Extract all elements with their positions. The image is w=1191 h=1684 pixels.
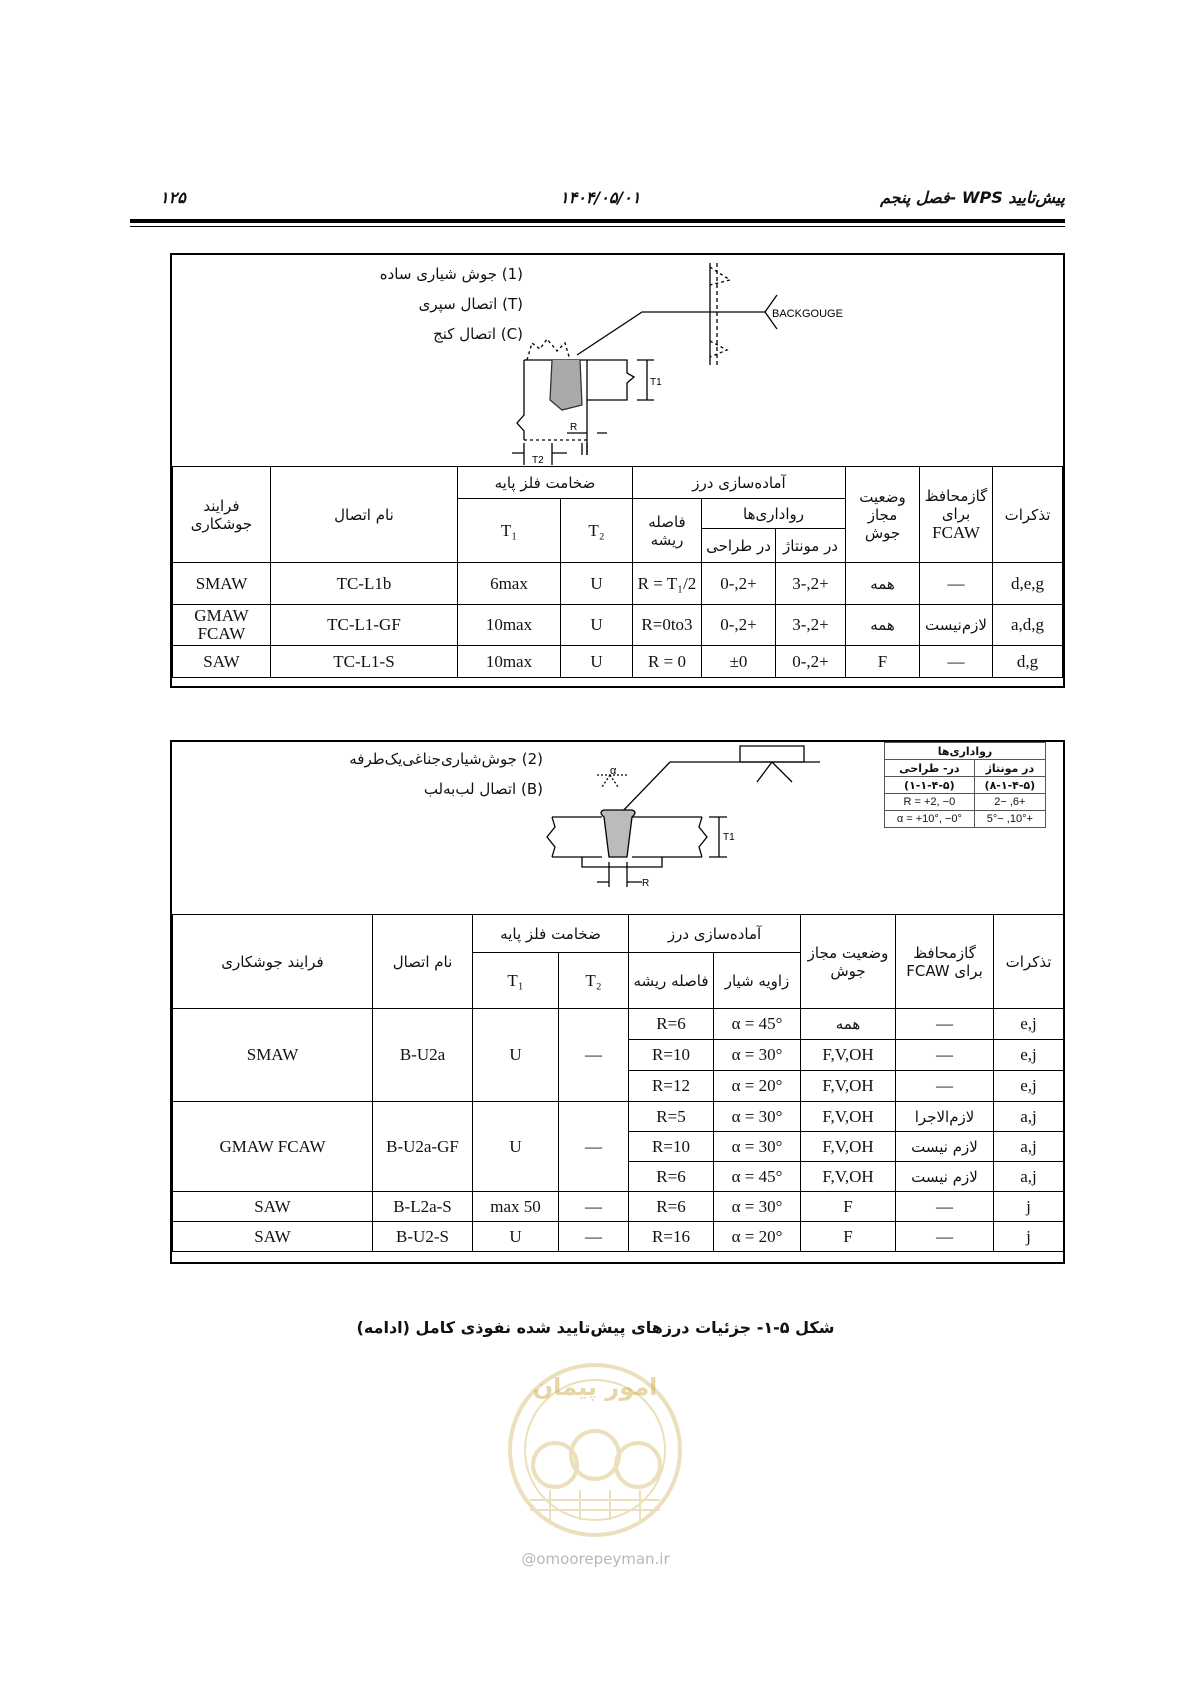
mini-r1-assembly: +6, −2 — [974, 794, 1045, 811]
mini-ref-design: (۱-۱-۴-۵) — [885, 777, 975, 794]
mini-r2-design: α = +10°, −0° — [885, 811, 975, 828]
alpha-dim-label: α — [610, 765, 617, 777]
header-thickness: ضخامت فلز پایه — [473, 915, 629, 953]
cell-joint: B-U2a — [373, 1009, 473, 1102]
cell-position: F,V,OH — [801, 1102, 896, 1132]
cell-remarks: a,j — [994, 1132, 1064, 1162]
cell-remarks: e,j — [994, 1009, 1064, 1040]
cell-gas: لازم‌الاجرا — [896, 1102, 994, 1132]
header-t2: T₂ — [560, 499, 632, 563]
cell-position: F — [801, 1222, 896, 1252]
note-line: (C) اتصال کنج — [433, 325, 523, 343]
mini-r1-design: R = +2, −0 — [885, 794, 975, 811]
note-line: (B) اتصال لب‌به‌لب — [423, 780, 543, 798]
cell-angle: α = 45° — [714, 1162, 801, 1192]
cell-gas: — — [896, 1009, 994, 1040]
panel2-table — [172, 914, 1064, 1252]
cell-joint: TC-L1-GF — [270, 605, 457, 646]
header-position-line: مجاز — [867, 505, 898, 524]
header-joint: نام اتصال — [373, 915, 473, 1009]
cell-angle: α = 20° — [714, 1222, 801, 1252]
cell-angle: α = 30° — [714, 1102, 801, 1132]
cell-process: SMAW — [173, 563, 271, 605]
cell-root: R=12 — [629, 1071, 714, 1102]
table-row — [173, 646, 1063, 678]
note-line: (1) جوش شیاری ساده — [379, 265, 523, 283]
header-joint: نام اتصال — [270, 467, 457, 563]
header-process: فرایند جوشکاری — [173, 915, 373, 1009]
header-assembly: در مونتاژ — [776, 529, 846, 563]
cell-assembly: +2,-3 — [776, 605, 846, 646]
cell-t2: — — [559, 1192, 629, 1222]
cell-remarks: a,d,g — [993, 605, 1063, 646]
cell-angle: α = 30° — [714, 1040, 801, 1071]
cell-t2: U — [560, 563, 632, 605]
cell-remarks: a,j — [994, 1162, 1064, 1192]
cell-assembly: +2,-3 — [776, 563, 846, 605]
header-angle: زاویه شیار — [714, 953, 801, 1009]
cell-gas: — — [896, 1222, 994, 1252]
cell-remarks: e,j — [994, 1040, 1064, 1071]
header-t2: T₂ — [559, 953, 629, 1009]
cell-process: GMAW FCAW — [173, 1102, 373, 1192]
cell-t2: — — [559, 1222, 629, 1252]
cell-angle: α = 20° — [714, 1071, 801, 1102]
cell-process: GMAW FCAW — [173, 605, 271, 646]
cell-t2: — — [559, 1009, 629, 1102]
header-gas — [920, 467, 993, 563]
joint-detail-panel-2 — [170, 740, 1065, 1264]
cell-joint: TC-L1b — [270, 563, 457, 605]
header-gas — [896, 915, 994, 1009]
header-position — [846, 467, 920, 563]
figure-caption: شکل ۵-۱- جزئیات درزهای پیش‌تایید شده نفوذی کامل (ادامه) — [356, 1318, 835, 1337]
header-design: در طراحی — [702, 529, 776, 563]
header-root-line: ریشه — [650, 530, 684, 549]
cell-position: همه — [846, 563, 920, 605]
table-row — [173, 1102, 1064, 1132]
cell-position: F — [846, 646, 920, 678]
page-header — [130, 188, 1065, 218]
header-root-line: فاصله — [648, 512, 686, 531]
header-gas-line: گازمحافظ — [913, 943, 976, 962]
watermark-logo — [490, 1350, 700, 1540]
header-gas-line: FCAW — [932, 522, 980, 542]
t1-dim-label: T1 — [723, 832, 735, 843]
butt-joint-sketch — [172, 742, 1063, 914]
cell-root: R=16 — [629, 1222, 714, 1252]
table-row — [173, 605, 1063, 646]
header-position — [801, 915, 896, 1009]
cell-root: R = 0 — [632, 646, 701, 678]
cell-joint: TC-L1-S — [270, 646, 457, 678]
cell-t1: 50 max — [473, 1192, 559, 1222]
cell-root: R=6 — [629, 1009, 714, 1040]
t2-dim-label: T2 — [532, 455, 544, 466]
watermark-url: @omoorepeyman.ir — [521, 1550, 670, 1568]
tee-joint-sketch — [172, 255, 1063, 466]
cell-position: همه — [846, 605, 920, 646]
cell-root: R=6 — [629, 1192, 714, 1222]
note-line: (2) جوش‌شیاری‌جناغی‌یک‌طرفه — [349, 750, 543, 768]
cell-root: R=5 — [629, 1102, 714, 1132]
header-gas-line: گازمحافظ — [924, 486, 988, 505]
cell-t2: U — [560, 605, 632, 646]
cell-t1: U — [473, 1222, 559, 1252]
cell-joint: B-U2a-GF — [373, 1102, 473, 1192]
cell-position: همه — [801, 1009, 896, 1040]
cell-t1: 10max — [457, 646, 560, 678]
header-position-line: جوش — [864, 523, 901, 542]
table-row — [173, 1192, 1064, 1222]
cell-process: SMAW — [173, 1009, 373, 1102]
header-remarks: تذکرات — [993, 467, 1063, 563]
cell-process: SAW — [173, 1192, 373, 1222]
t1-dim-label: T1 — [650, 377, 662, 388]
cell-root: R = T₁/2 — [632, 563, 701, 605]
cell-gas: — — [920, 646, 993, 678]
cell-gas: لازم نیست — [896, 1162, 994, 1192]
backgouge-label: BACKGOUGE — [772, 308, 843, 320]
cell-design: +2,-0 — [702, 605, 776, 646]
cell-remarks: a,j — [994, 1102, 1064, 1132]
cell-design: ±0 — [702, 646, 776, 678]
cell-design: +2,-0 — [702, 563, 776, 605]
header-rule-thick — [130, 219, 1065, 223]
table-row — [173, 1222, 1064, 1252]
mini-title: رواداری‌ها — [885, 743, 1046, 760]
cell-assembly: +2,-0 — [776, 646, 846, 678]
page-number: ۱۲۵ — [160, 188, 186, 207]
header-gas-line: برای — [941, 504, 971, 523]
header-t1: T₁ — [457, 499, 560, 563]
cell-process: SAW — [173, 646, 271, 678]
cell-remarks: e,j — [994, 1071, 1064, 1102]
cell-remarks: j — [994, 1222, 1064, 1252]
table-row — [173, 1009, 1064, 1040]
cell-root: R=0to3 — [632, 605, 701, 646]
cell-t1: 10max — [457, 605, 560, 646]
cell-joint: B-U2-S — [373, 1222, 473, 1252]
header-thickness: ضخامت فلز پایه — [457, 467, 632, 499]
cell-gas: — — [896, 1040, 994, 1071]
note-line: (T) اتصال سپری — [418, 295, 523, 313]
mini-col-design: در- طراحی — [885, 760, 975, 777]
r-dim-label: R — [570, 422, 578, 433]
table-row — [173, 563, 1063, 605]
header-gas-line: برای FCAW — [906, 961, 983, 980]
header-process: فرایند جوشکاری — [173, 467, 271, 563]
header-position-line: وضعیت — [859, 487, 906, 506]
cell-position: F — [801, 1192, 896, 1222]
header-position-line: جوش — [830, 961, 866, 980]
cell-t1: U — [473, 1102, 559, 1192]
header-remarks: تذکرات — [994, 915, 1064, 1009]
cell-joint: B-L2a-S — [373, 1192, 473, 1222]
cell-gas: — — [920, 563, 993, 605]
mini-col-assembly: در مونتاژ — [974, 760, 1045, 777]
cell-angle: α = 45° — [714, 1009, 801, 1040]
header-prep: آماده‌سازی درز — [629, 915, 801, 953]
cell-t2: U — [560, 646, 632, 678]
cell-gas: — — [896, 1192, 994, 1222]
cell-gas: لازم نیست — [896, 1132, 994, 1162]
cell-remarks: d,g — [993, 646, 1063, 678]
panel1-table — [172, 466, 1063, 678]
cell-t1: 6max — [457, 563, 560, 605]
cell-root: R=10 — [629, 1040, 714, 1071]
cell-gas: لازم‌نیست — [920, 605, 993, 646]
mini-ref-assembly: (۸-۱-۴-۵) — [974, 777, 1045, 794]
header-prep: آماده‌سازی درز — [632, 467, 845, 499]
cell-position: F,V,OH — [801, 1071, 896, 1102]
joint-detail-panel-1 — [170, 253, 1065, 688]
header-root: فاصله ریشه — [629, 953, 714, 1009]
header-tolerances: رواداری‌ها — [702, 499, 846, 529]
r-dim-label: R — [642, 878, 650, 889]
cell-gas: — — [896, 1071, 994, 1102]
cell-root: R=6 — [629, 1162, 714, 1192]
cell-remarks: j — [994, 1192, 1064, 1222]
header-date: ۱۴۰۴/۰۵/۰۱ — [560, 188, 641, 207]
cell-position: F,V,OH — [801, 1040, 896, 1071]
header-rule-thin — [130, 226, 1065, 227]
header-position-line: وضعیت مجاز — [807, 943, 889, 962]
cell-process: SAW — [173, 1222, 373, 1252]
header-t1: T₁ — [473, 953, 559, 1009]
cell-angle: α = 30° — [714, 1132, 801, 1162]
cell-t1: U — [473, 1009, 559, 1102]
cell-position: F,V,OH — [801, 1132, 896, 1162]
header-root — [632, 499, 701, 563]
chapter-title: فصل پنجم- WPS پیش‌تایید — [880, 188, 1065, 207]
mini-r2-assembly: +10°, −5° — [974, 811, 1045, 828]
watermark-logo-text: امور پیمان — [532, 1373, 658, 1401]
cell-angle: α = 30° — [714, 1192, 801, 1222]
cell-remarks: d,e,g — [993, 563, 1063, 605]
cell-t2: — — [559, 1102, 629, 1192]
cell-root: R=10 — [629, 1132, 714, 1162]
cell-position: F,V,OH — [801, 1162, 896, 1192]
